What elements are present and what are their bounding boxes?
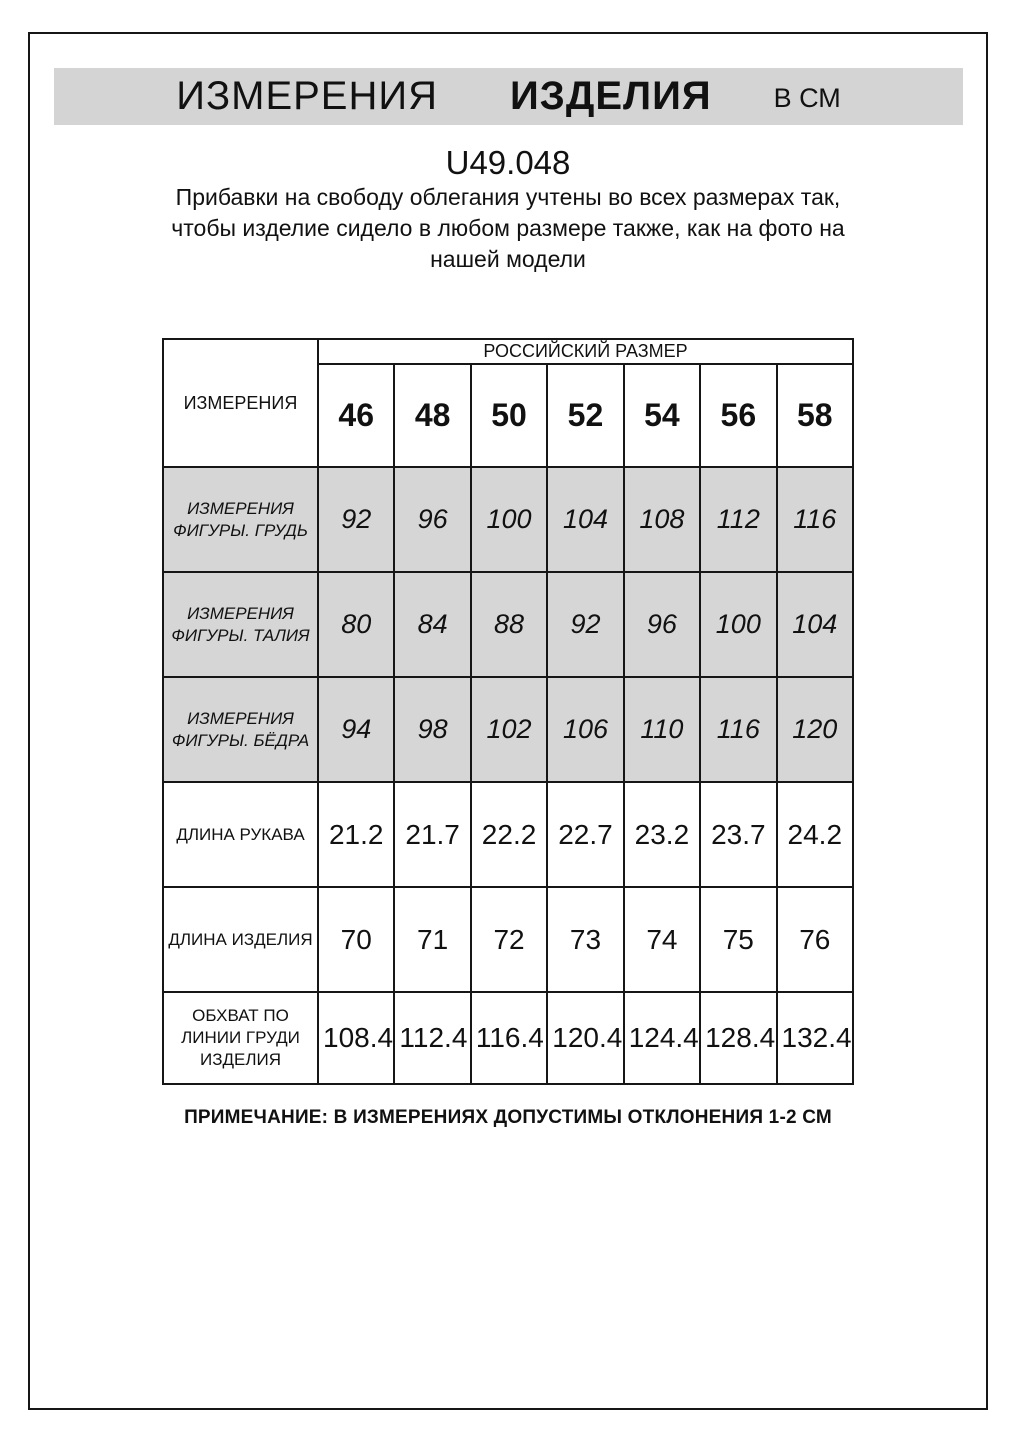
- value-cell: 124.4: [624, 992, 700, 1084]
- size-header-cell: 48: [394, 364, 470, 467]
- article-code: U49.048: [445, 144, 571, 181]
- table-header-group-row: [163, 339, 853, 364]
- value-cell: 106: [547, 677, 623, 782]
- value-cell: 23.7: [700, 782, 776, 887]
- value-cell: 116: [700, 677, 776, 782]
- value-cell: 76: [777, 887, 853, 992]
- row-label-cell: ДЛИНА РУКАВА: [163, 782, 318, 887]
- value-cell: 98: [394, 677, 470, 782]
- table-row-chest: [163, 467, 853, 572]
- table-row-chest-girth: [163, 992, 853, 1084]
- value-cell: 22.7: [547, 782, 623, 887]
- value-cell: 88: [471, 572, 547, 677]
- table-row-item-length: [163, 887, 853, 992]
- value-cell: 120: [777, 677, 853, 782]
- size-header-cell: 56: [700, 364, 776, 467]
- row-label-cell: ИЗМЕРЕНИЯ ФИГУРЫ. ГРУДЬ: [163, 467, 318, 572]
- value-cell: 73: [547, 887, 623, 992]
- header-title-product: ИЗДЕЛИЯ: [510, 74, 712, 118]
- fit-description: Прибавки на свободу облегания учтены во всех размерах так, чтобы изделие сидело в любом размере также, как на фото на нашей модели: [171, 184, 845, 272]
- value-cell: 120.4: [547, 992, 623, 1084]
- size-header-cell: 52: [547, 364, 623, 467]
- row-label-cell: ОБХВАТ ПО ЛИНИИ ГРУДИ ИЗДЕЛИЯ: [163, 992, 318, 1084]
- value-cell: 110: [624, 677, 700, 782]
- value-cell: 23.2: [624, 782, 700, 887]
- value-cell: 80: [318, 572, 394, 677]
- size-header-cell: 46: [318, 364, 394, 467]
- value-cell: 70: [318, 887, 394, 992]
- value-cell: 74: [624, 887, 700, 992]
- header-unit-label: В СМ: [773, 83, 841, 113]
- value-cell: 112.4: [394, 992, 470, 1084]
- header-title-measurements: ИЗМЕРЕНИЯ: [176, 74, 439, 118]
- value-cell: 84: [394, 572, 470, 677]
- value-cell: 92: [547, 572, 623, 677]
- value-cell: 96: [624, 572, 700, 677]
- value-cell: 21.7: [394, 782, 470, 887]
- value-cell: 100: [700, 572, 776, 677]
- value-cell: 22.2: [471, 782, 547, 887]
- corner-header-cell: ИЗМЕРЕНИЯ: [163, 339, 318, 467]
- table-row-waist: [163, 572, 853, 677]
- value-cell: 132.4: [777, 992, 853, 1084]
- value-cell: 108: [624, 467, 700, 572]
- value-cell: 94: [318, 677, 394, 782]
- value-cell: 100: [471, 467, 547, 572]
- value-cell: 21.2: [318, 782, 394, 887]
- value-cell: 104: [777, 572, 853, 677]
- value-cell: 116: [777, 467, 853, 572]
- size-table: [162, 338, 854, 1085]
- value-cell: 108.4: [318, 992, 394, 1084]
- row-label-cell: ИЗМЕРЕНИЯ ФИГУРЫ. БЁДРА: [163, 677, 318, 782]
- row-label-cell: ДЛИНА ИЗДЕЛИЯ: [163, 887, 318, 992]
- value-cell: 75: [700, 887, 776, 992]
- value-cell: 92: [318, 467, 394, 572]
- page-border: [28, 32, 988, 1410]
- tolerance-note: ПРИМЕЧАНИЕ: В ИЗМЕРЕНИЯХ ДОПУСТИМЫ ОТКЛОНЕНИЯ 1-2 СМ: [184, 1107, 832, 1128]
- size-header-cell: 58: [777, 364, 853, 467]
- table-row-hips: [163, 677, 853, 782]
- value-cell: 71: [394, 887, 470, 992]
- size-header-cell: 50: [471, 364, 547, 467]
- table-row-sleeve-length: [163, 782, 853, 887]
- size-header-cell: 54: [624, 364, 700, 467]
- header-bar: [54, 68, 963, 125]
- value-cell: 24.2: [777, 782, 853, 887]
- value-cell: 96: [394, 467, 470, 572]
- value-cell: 102: [471, 677, 547, 782]
- value-cell: 112: [700, 467, 776, 572]
- value-cell: 116.4: [471, 992, 547, 1084]
- value-cell: 128.4: [700, 992, 776, 1084]
- row-label-cell: ИЗМЕРЕНИЯ ФИГУРЫ. ТАЛИЯ: [163, 572, 318, 677]
- group-header-cell: РОССИЙСКИЙ РАЗМЕР: [318, 339, 853, 364]
- value-cell: 72: [471, 887, 547, 992]
- value-cell: 104: [547, 467, 623, 572]
